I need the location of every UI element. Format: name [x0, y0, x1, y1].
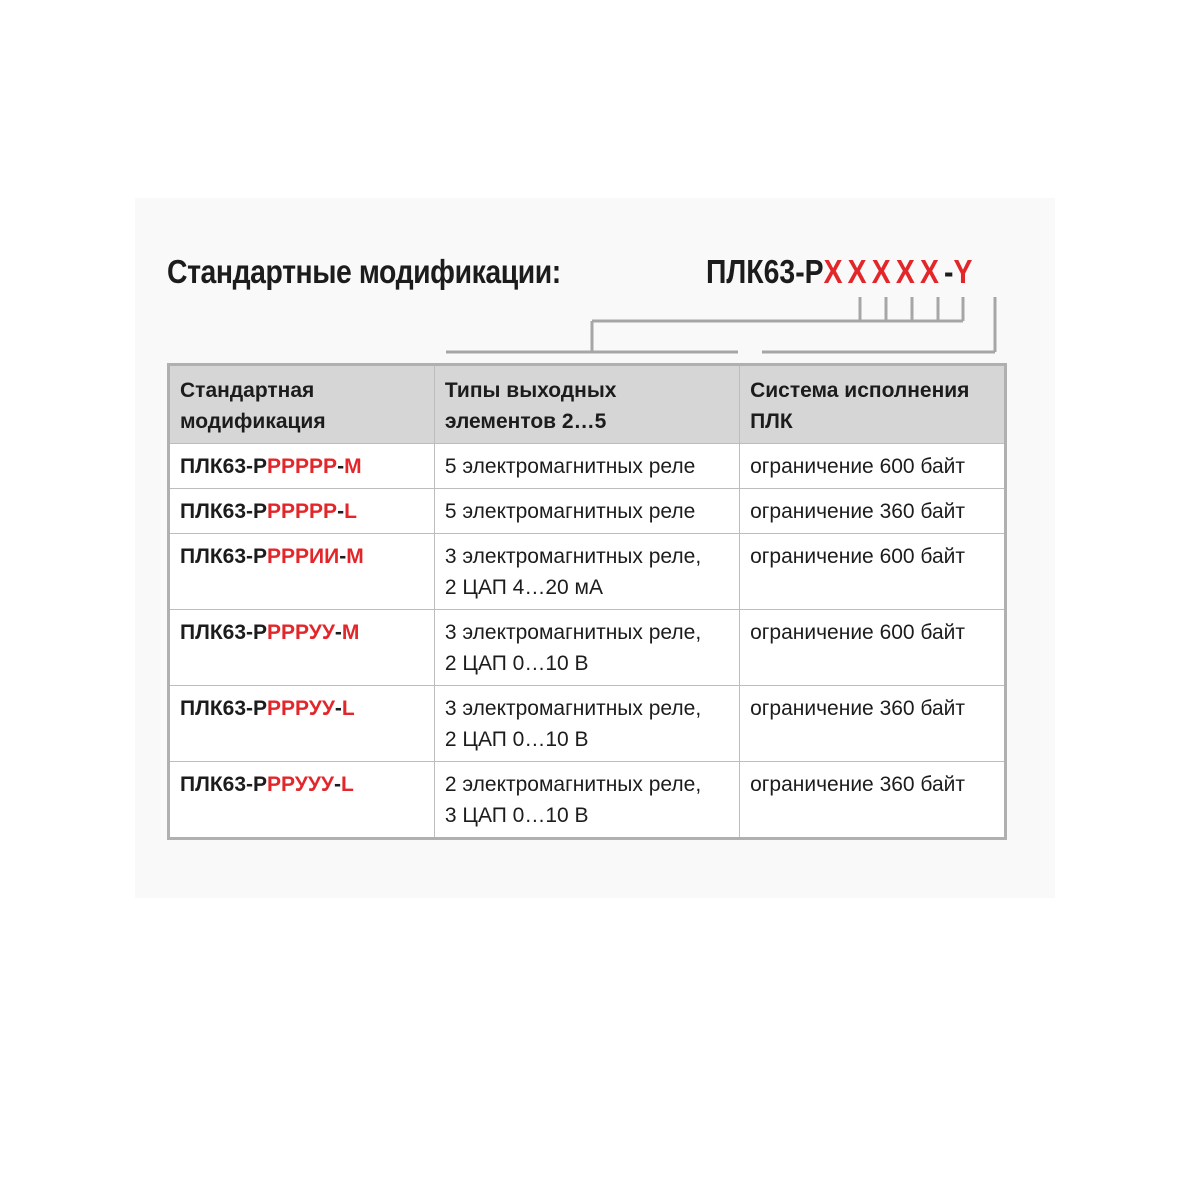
modification-code: ПЛК63-РРРРРР-L	[169, 489, 435, 534]
modification-code: ПЛК63-РРРРРР-М	[169, 444, 435, 489]
modification-code: ПЛК63-РРРРУУ-М	[169, 610, 435, 686]
output-types-cell: 3 электромагнитных реле, 2 ЦАП 4…20 мА	[434, 534, 739, 610]
modification-code: ПЛК63-РРРУУУ-L	[169, 762, 435, 839]
table-row	[169, 610, 1006, 686]
output-types-cell: 3 электромагнитных реле, 2 ЦАП 0…10 В	[434, 686, 739, 762]
code-output-types: XXXXX	[823, 253, 945, 290]
modifications-table	[167, 363, 1007, 840]
system-cell: ограничение 600 байт	[740, 444, 1006, 489]
header-output-types: Типы выходных элементов 2…5	[434, 365, 739, 444]
code-dash: -	[944, 253, 954, 290]
table-row	[169, 686, 1006, 762]
output-types-cell: 2 электромагнитных реле, 3 ЦАП 0…10 В	[434, 762, 739, 839]
table-row	[169, 534, 1006, 610]
output-types-cell: 3 электромагнитных реле, 2 ЦАП 0…10 В	[434, 610, 739, 686]
modification-code: ПЛК63-РРРРУУ-L	[169, 686, 435, 762]
modification-code: ПЛК63-РРРРИИ-М	[169, 534, 435, 610]
header-system: Система исполнения ПЛК	[740, 365, 1006, 444]
system-cell: ограничение 600 байт	[740, 610, 1006, 686]
table-row	[169, 489, 1006, 534]
header-modification: Стандартная модификация	[169, 365, 435, 444]
system-cell: ограничение 360 байт	[740, 762, 1006, 839]
table-row	[169, 444, 1006, 489]
table-header-row	[169, 365, 1006, 444]
output-types-cell: 5 электромагнитных реле	[434, 444, 739, 489]
code-system: Y	[953, 253, 973, 290]
output-types-cell: 5 электромагнитных реле	[434, 489, 739, 534]
table-row	[169, 762, 1006, 839]
page-title: Стандартные модификации:	[167, 253, 561, 290]
code-prefix: ПЛК63-Р	[706, 253, 824, 290]
system-cell: ограничение 360 байт	[740, 489, 1006, 534]
system-cell: ограничение 600 байт	[740, 534, 1006, 610]
system-cell: ограничение 360 байт	[740, 686, 1006, 762]
